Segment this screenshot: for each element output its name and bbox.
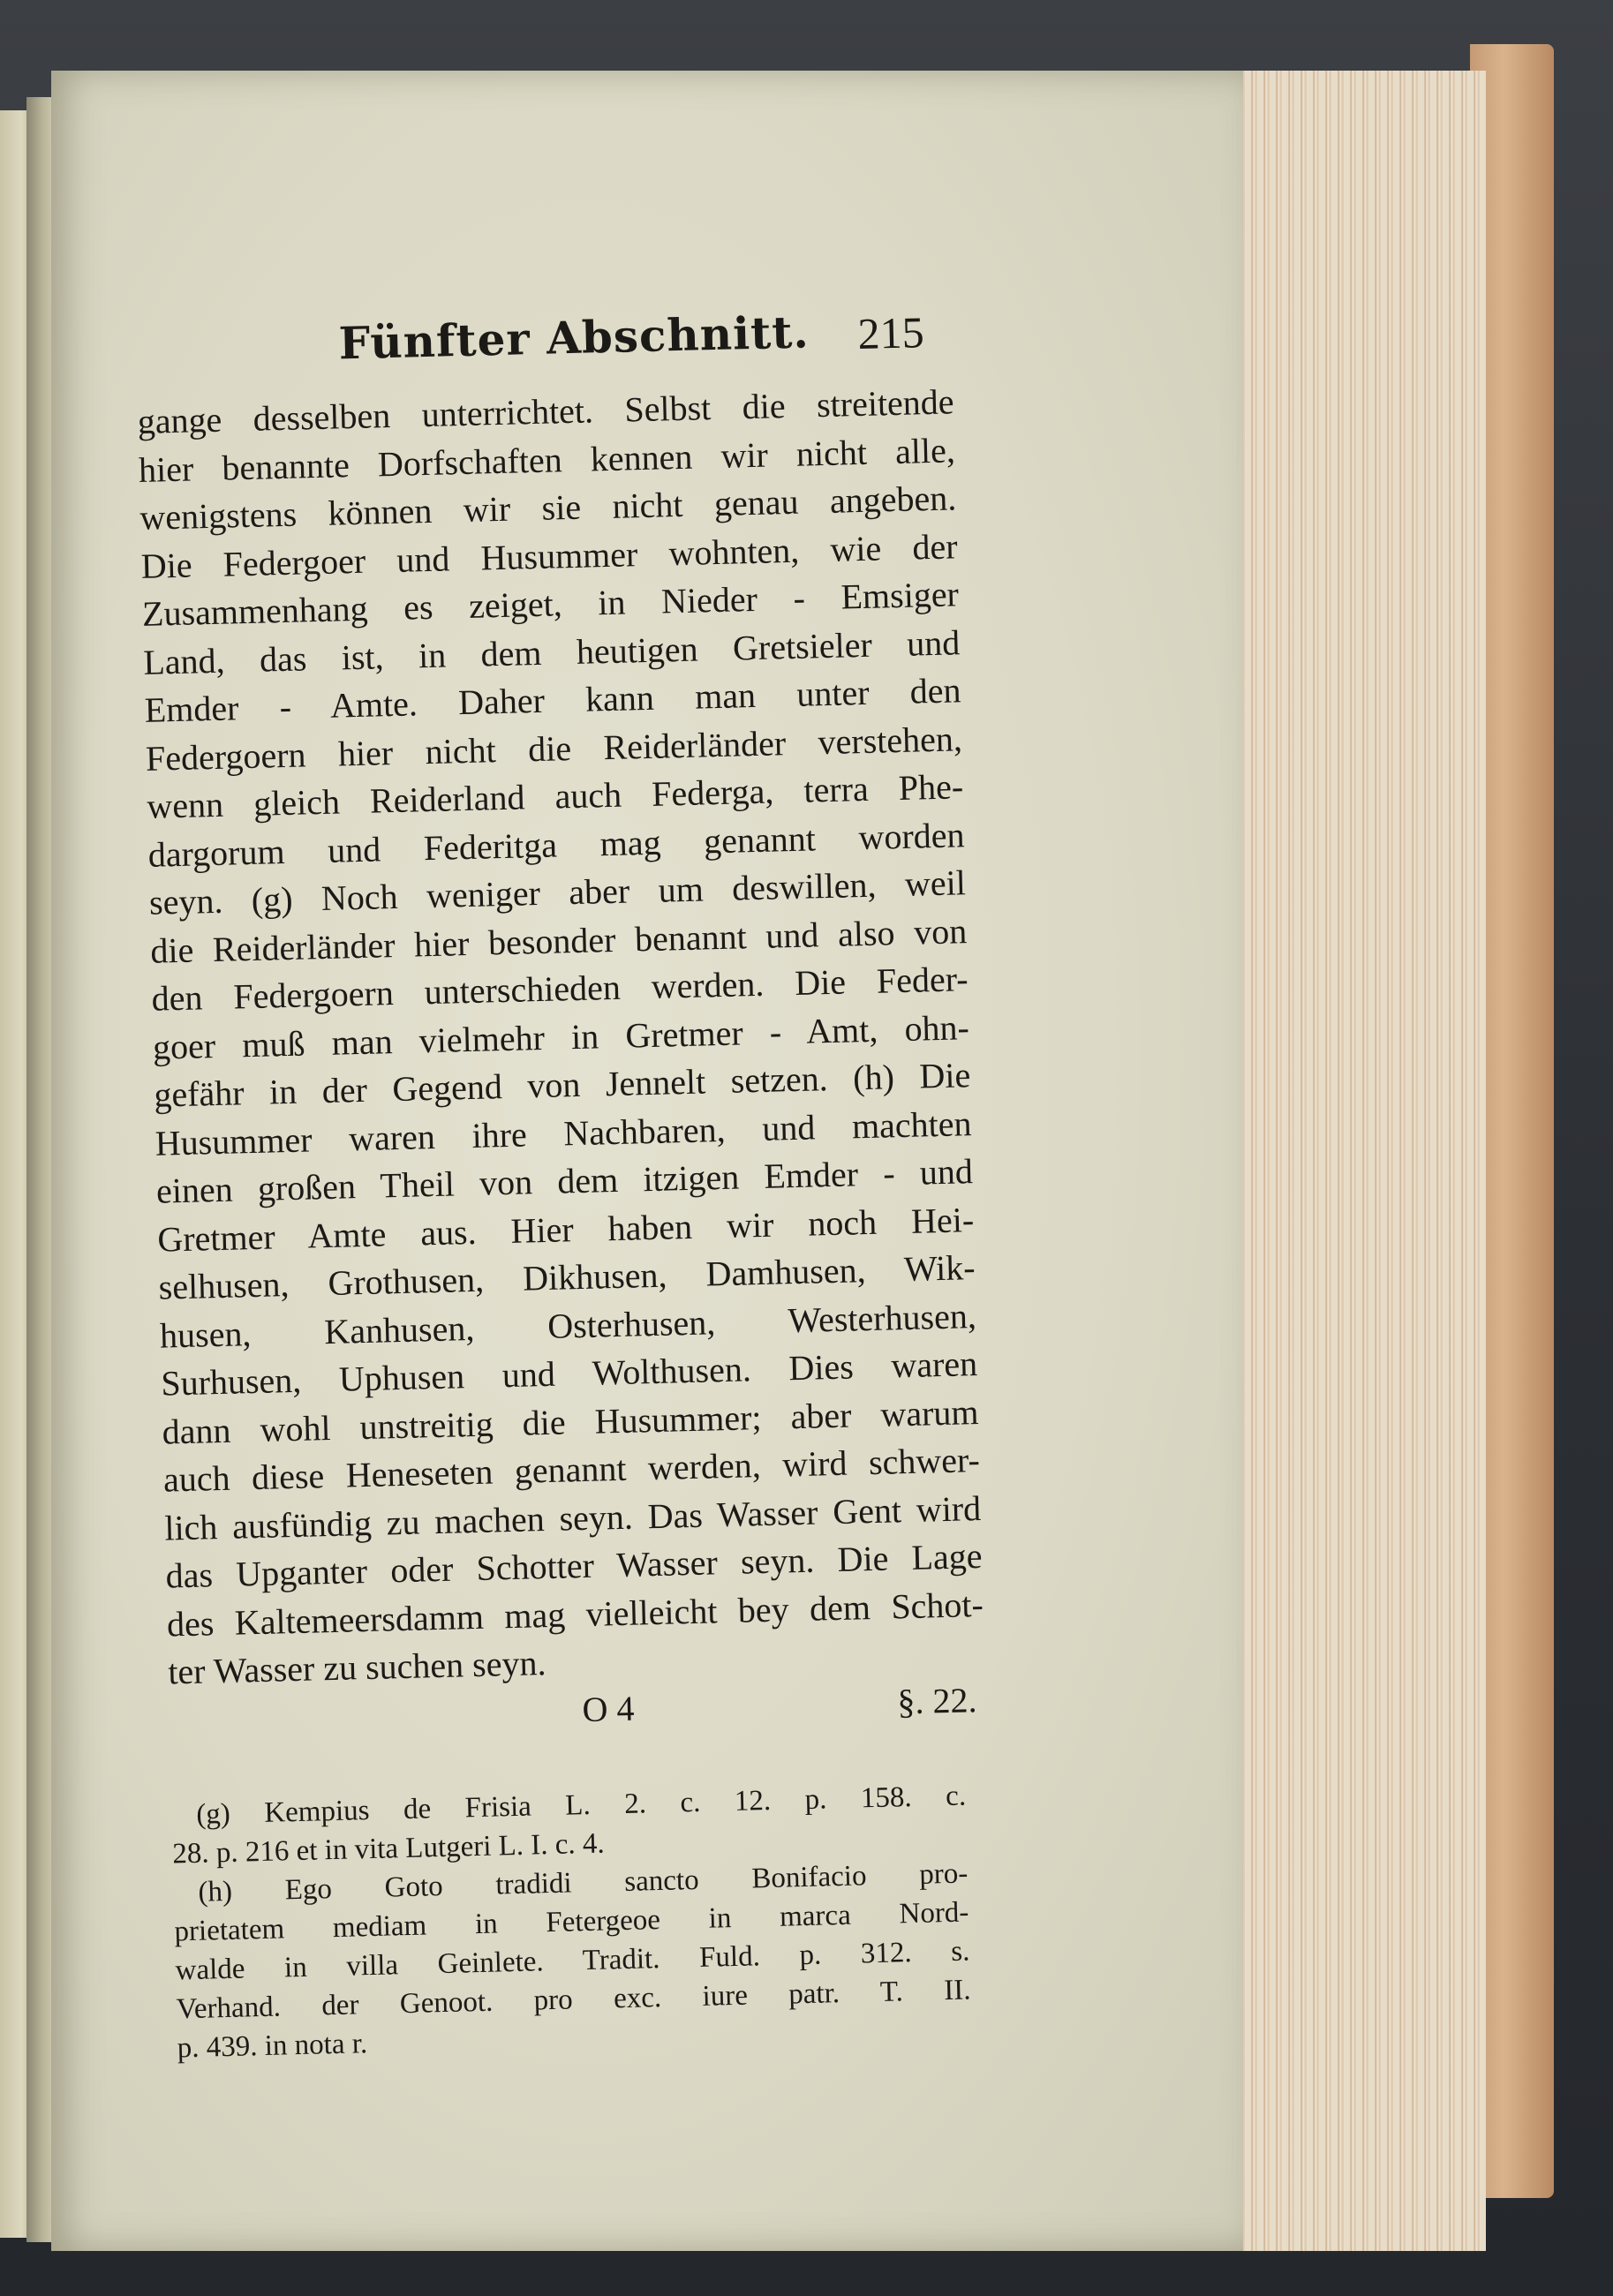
footnote-line: prietatem mediam in Fetergeoe in marca Nord- <box>174 1895 969 1947</box>
body-line: gange desselben unterrichtet. Selbst die streitende <box>137 381 955 441</box>
body-line: seyn. (g) Noch weniger aber um deswillen, weil <box>148 862 967 922</box>
footnote-line: (h) Ego Goto tradidi sancto Bonifacio pro- <box>198 1856 969 1908</box>
page-edges <box>1218 71 1486 2251</box>
body-line: den Federgoern unterschieden werden. Die Feder- <box>151 959 969 1019</box>
body-line: Emder - Amte. Daher kann man unter den <box>144 670 962 730</box>
signature-mark: O 4 <box>581 1688 635 1729</box>
body-line: wenn gleich Reiderland auch Federga, terra Phe- <box>146 766 964 826</box>
page-text <box>135 302 1007 2067</box>
body-line: dann wohl unstreitig die Husummer; aber warum <box>162 1391 979 1452</box>
page-number: 215 <box>856 307 925 358</box>
body-line: auch diese Heneseten genannt werden, wird schwer- <box>162 1440 981 1500</box>
running-title: Fünfter Abschnitt. <box>337 305 810 370</box>
body-line: wenigstens können wir sie nicht genau angeben. <box>139 478 957 538</box>
footnote-line: walde in villa Geinlete. Tradit. Fuld. p. 312. s. <box>175 1934 970 1986</box>
body-line: ter Wasser zu suchen seyn. <box>167 1643 546 1692</box>
body-line: Husummer waren ihre Nachbaren, und machten <box>155 1103 972 1163</box>
body-line: die Reiderländer hier besonder benannt und also von <box>149 910 968 971</box>
body-line: lich ausfündig zu machen seyn. Das Wasser Gent wird <box>163 1487 982 1548</box>
body-line: goer muß man vielmehr in Gretmer - Amt, ohn- <box>152 1006 970 1067</box>
body-line: Die Federgoer und Husummer wohnten, wie der <box>140 525 959 586</box>
body-line: husen, Kanhusen, Osterhusen, Westerhusen, <box>159 1295 977 1356</box>
body-line: Land, das ist, in dem heutigen Gretsieler und <box>142 621 961 682</box>
body-line: hier benannte Dorfschaften kennen wir nicht alle, <box>138 429 956 490</box>
catchword: §. 22. <box>896 1679 977 1721</box>
body-line: Surhusen, Uphusen und Wolthusen. Dies waren <box>160 1344 978 1404</box>
footnote-line: p. 439. in nota r. <box>177 2027 368 2064</box>
body-line: Zusammenhang es zeiget, in Nieder - Emsiger <box>141 574 960 634</box>
running-head <box>135 302 967 391</box>
book-page <box>51 71 1243 2251</box>
body-line: Gretmer Amte aus. Hier haben wir noch Hei- <box>156 1199 975 1260</box>
body-text <box>137 378 999 1697</box>
body-line: einen großen Theil von dem itzigen Emder - und <box>155 1151 974 1211</box>
body-line: des Kaltemeersdamm mag vielleicht bey dem Schot- <box>166 1584 984 1645</box>
body-line: gefähr in der Gegend von Jennelt setzen. (h) Die <box>153 1055 971 1115</box>
footnotes <box>171 1775 1007 2067</box>
footnote-line: Verhand. der Genoot. pro exc. iure patr. T. II. <box>176 1973 971 2025</box>
footnote-line: (g) Kempius de Frisia L. 2. c. 12. p. 158. c. <box>195 1780 967 1831</box>
footnote-line: 28. p. 216 et in vita Lutgeri L. I. c. 4. <box>171 1827 606 1870</box>
body-line: das Upganter oder Schotter Wasser seyn. Die Lage <box>165 1535 983 1596</box>
body-line: dargorum und Federitga mag genannt worden <box>147 814 966 875</box>
body-line: Federgoern hier nicht die Reiderländer verstehen, <box>145 718 963 779</box>
body-line: selhusen, Grothusen, Dikhusen, Damhusen, Wik- <box>158 1247 976 1307</box>
